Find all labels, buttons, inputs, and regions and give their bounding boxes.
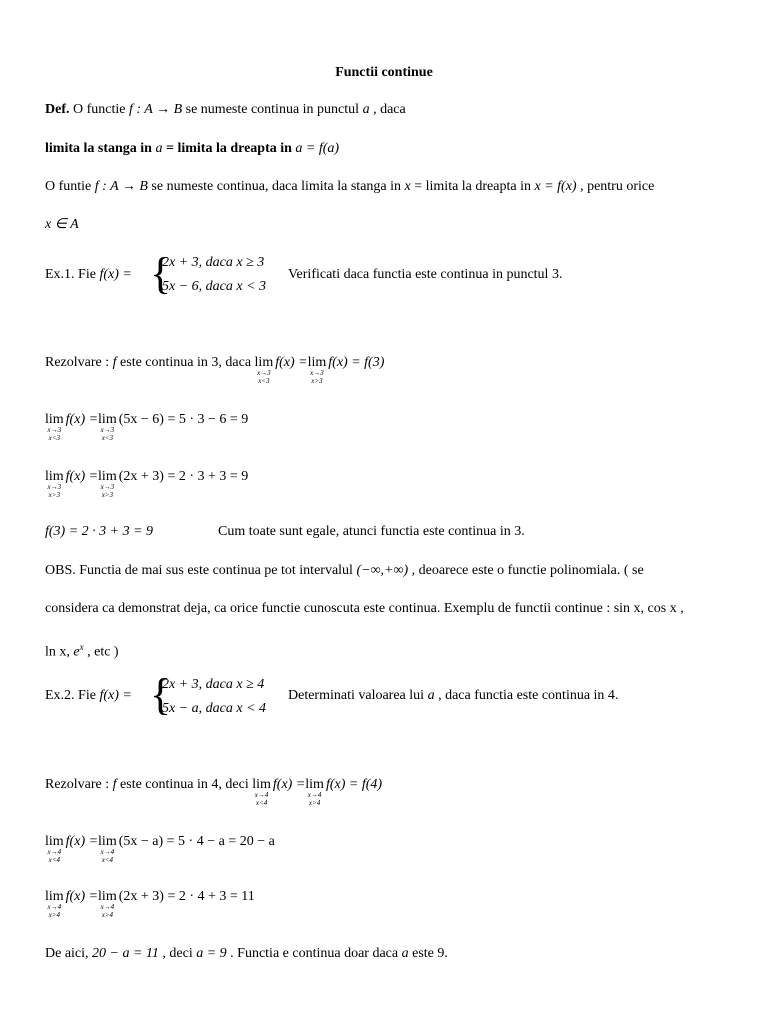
definition-line	[45, 101, 406, 119]
obs-line-2: considera ca demonstrat deja, ca orice functie cunoscuta este continua. Exemplu de functii continue : sin x, cos x ,	[45, 601, 684, 616]
lim-word: lim	[45, 469, 64, 484]
calc3-lim-b	[98, 833, 117, 864]
lim-word: lim	[45, 889, 64, 904]
lim-word: lim	[252, 777, 271, 792]
ex2-task-text: , daca functia este continua in 4.	[434, 688, 619, 703]
ex1-case-1: 2x + 3, daca x ≥ 3	[162, 255, 265, 270]
conc-math: 20 − a = 11	[92, 946, 159, 961]
lim-word: lim	[254, 355, 274, 370]
calc3-fx: f(x) =	[65, 834, 99, 849]
conc-text: , deci	[158, 946, 197, 961]
def2-math: a	[155, 141, 163, 156]
lim-word: lim	[45, 412, 64, 427]
def3-math: f : A → B	[94, 179, 148, 194]
calc2-fx: f(x) =	[65, 469, 99, 484]
ex1-case-2: 5x − 6, daca x < 3	[162, 279, 267, 294]
lim-word: lim	[305, 777, 324, 792]
lim-cond: x>4	[101, 911, 114, 919]
definition-domain: x ∈ A	[45, 217, 79, 232]
def3-text: = limita la dreapta in	[410, 179, 535, 194]
rez1-fx: f(x) =	[275, 355, 308, 370]
calc1-lim-a	[45, 411, 64, 442]
page-title: Functii continue	[335, 65, 433, 80]
lim-word: lim	[98, 834, 117, 849]
lim-arrow: x→4	[100, 903, 115, 911]
conc-math: a = 9	[196, 946, 227, 961]
lim-word: lim	[98, 412, 117, 427]
lim-cond: x>3	[311, 377, 323, 385]
lim-cond: x>4	[48, 911, 60, 919]
calc1-expr: (5x − 6) = 5 · 3 − 6 = 9	[118, 412, 249, 427]
calc4-expr: (2x + 3) = 2 · 4 + 3 = 11	[118, 889, 255, 904]
conclusion-line	[45, 945, 448, 963]
def3-math: x	[404, 179, 411, 194]
definition-condition	[45, 140, 339, 158]
lim-cond: x>3	[48, 491, 60, 499]
def3-text: O funtie	[45, 179, 95, 194]
lim-cond: x<4	[255, 799, 268, 807]
calc4-fx: f(x) =	[65, 889, 99, 904]
f3-line	[45, 523, 153, 541]
conc-math: a	[401, 946, 409, 961]
def3-text: , pentru orice	[576, 179, 655, 194]
ex2-label-text: Ex.2. Fie	[45, 688, 100, 703]
calc2-expr: (2x + 3) = 2 · 3 + 3 = 9	[118, 469, 249, 484]
rez1-line	[45, 354, 384, 385]
calc4-lim-a	[45, 888, 64, 919]
def-math: f : A → B	[128, 102, 183, 117]
lim-word: lim	[45, 834, 64, 849]
lim-cond: x<3	[258, 377, 270, 385]
ex1-task: Verificati daca functia este continua in punctul 3.	[288, 267, 563, 282]
f3-equation: f(3) = 2 · 3 + 3 = 9	[45, 524, 154, 539]
calc4-line	[45, 888, 255, 919]
ex1-label	[45, 266, 132, 284]
f3-conclusion: Cum toate sunt egale, atunci functia este continua in 3.	[218, 524, 525, 539]
lim-word: lim	[98, 469, 117, 484]
lim-arrow: x→3	[257, 369, 271, 377]
lim-arrow: x→3	[100, 483, 115, 491]
rez2-end: f(x) = f(4)	[325, 777, 383, 792]
obs-line-1	[45, 562, 644, 580]
calc1-lim-b	[98, 411, 117, 442]
rez1-lim-left	[255, 354, 274, 385]
obs-exp-base: e	[73, 644, 80, 660]
lim-arrow: x→3	[310, 369, 324, 377]
rez2-lim-left	[252, 776, 271, 807]
def-label: Def.	[45, 102, 70, 117]
def-text: , daca	[369, 102, 406, 117]
lim-cond: x<3	[101, 434, 114, 442]
ex2-task-text: Determinati valoarea lui	[288, 688, 428, 703]
lim-arrow: x→4	[100, 848, 115, 856]
lim-cond: x<3	[48, 434, 60, 442]
obs-text: OBS. Functia de mai sus este continua pe tot intervalul	[45, 563, 357, 578]
conc-text: . Functia e continua doar daca	[226, 946, 402, 961]
conc-text: este 9.	[408, 946, 448, 961]
calc2-lim-b	[98, 468, 117, 499]
definition-general	[45, 178, 654, 196]
lim-word: lim	[307, 355, 327, 370]
ex1-brace: {	[150, 249, 172, 298]
obs-line-3	[45, 638, 119, 662]
lim-cond: x<4	[101, 856, 114, 864]
calc1-line	[45, 411, 248, 442]
ex2-task	[288, 687, 618, 705]
lim-arrow: x→4	[254, 791, 269, 799]
def3-text: se numeste continua, daca limita la stanga in	[147, 179, 405, 194]
def-text: se numeste continua in punctul	[182, 102, 363, 117]
lim-arrow: x→4	[47, 903, 62, 911]
lim-arrow: x→3	[100, 426, 115, 434]
rez1-text: este continua in 3, daca	[116, 355, 255, 370]
rez2-line	[45, 776, 382, 807]
ex1-function: f(x) =	[99, 267, 132, 282]
ex2-brace: {	[150, 670, 172, 719]
obs-text: , deoarece este o functie polinomiala. ( se	[408, 563, 644, 578]
ex2-label	[45, 687, 132, 705]
lim-arrow: x→3	[47, 426, 62, 434]
calc3-line	[45, 833, 275, 864]
lim-arrow: x→3	[47, 483, 62, 491]
calc2-lim-a	[45, 468, 64, 499]
lim-arrow: x→4	[47, 848, 62, 856]
calc3-expr: (5x − a) = 5 · 4 − a = 20 − a	[118, 834, 275, 849]
def2-text: = limita la dreapta in	[162, 141, 296, 156]
obs-text: , etc )	[83, 644, 119, 660]
rez2-fx: f(x) =	[272, 777, 306, 792]
rez1-math: f	[112, 355, 117, 370]
rez2-text: Rezolvare :	[45, 777, 113, 792]
lim-cond: x>4	[308, 799, 321, 807]
rez1-text: Rezolvare :	[45, 355, 113, 370]
obs-text: ln x,	[45, 644, 74, 660]
rez2-text: este continua in 4, deci	[116, 777, 253, 792]
lim-word: lim	[98, 889, 117, 904]
ex2-task-math: a	[427, 688, 435, 703]
calc1-fx: f(x) =	[65, 412, 99, 427]
rez2-math: f	[112, 777, 117, 792]
calc4-lim-b	[98, 888, 117, 919]
def-math: a	[362, 102, 370, 117]
rez1-lim-right	[308, 354, 327, 385]
ex2-case-1: 2x + 3, daca x ≥ 4	[162, 677, 265, 692]
obs-exp-power: x	[79, 642, 84, 652]
lim-arrow: x→4	[307, 791, 322, 799]
lim-cond: x<4	[48, 856, 60, 864]
def2-math: a = f(a)	[295, 141, 340, 156]
calc3-lim-a	[45, 833, 64, 864]
obs-interval: (−∞,+∞)	[356, 563, 409, 578]
ex2-case-2: 5x − a, daca x < 4	[162, 701, 267, 716]
rez2-lim-right	[305, 776, 324, 807]
calc2-line	[45, 468, 248, 499]
ex2-function: f(x) =	[99, 688, 132, 703]
def3-math: x = f(x)	[534, 179, 577, 194]
rez1-end: f(x) = f(3)	[328, 355, 385, 370]
conc-text: De aici,	[45, 946, 93, 961]
ex1-label-text: Ex.1. Fie	[45, 267, 100, 282]
lim-cond: x>3	[101, 491, 114, 499]
def-text: O functie	[69, 102, 129, 117]
def2-text: limita la stanga in	[45, 141, 156, 156]
